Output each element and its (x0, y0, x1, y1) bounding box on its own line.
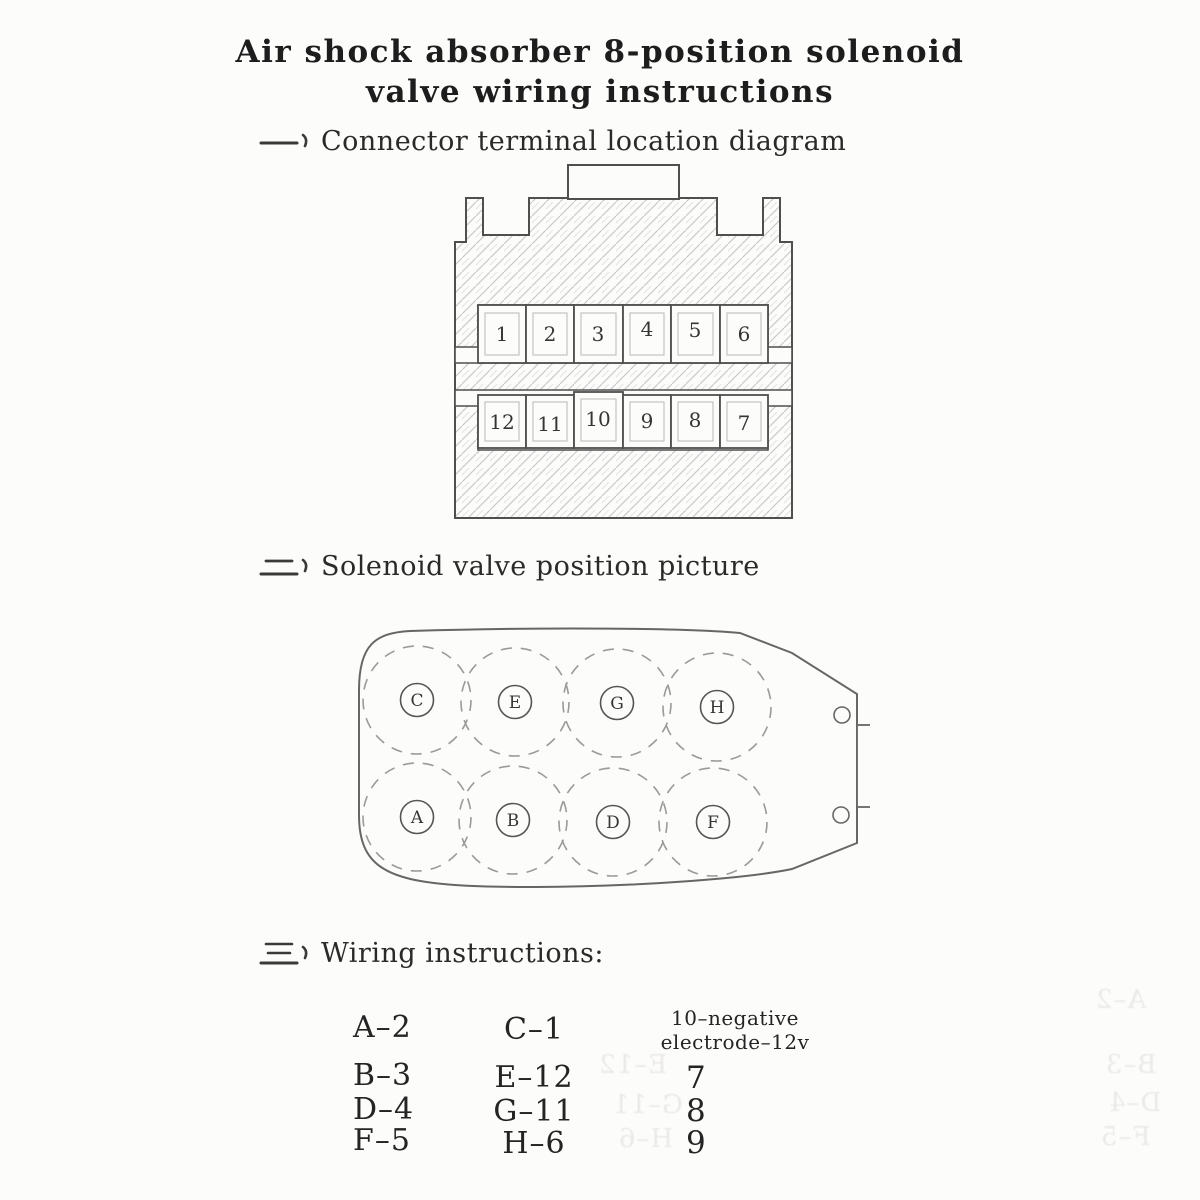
section-1-heading-label: Connector terminal location diagram (321, 126, 847, 157)
bleedthrough-text: H–6 (618, 1124, 674, 1154)
svg-text:4: 4 (640, 317, 654, 341)
wiring-negative-electrode-note (660, 1006, 810, 1054)
svg-text:D: D (606, 813, 620, 833)
document-title (0, 32, 1200, 112)
connector-terminal-12 (478, 395, 526, 448)
wiring-terminal-8: 8 (686, 1093, 707, 1129)
section-3-heading-label: Wiring instructions: (321, 937, 604, 969)
connector-terminal-9 (623, 395, 671, 448)
connector-terminal-6 (720, 305, 768, 363)
wiring-terminal-9: 9 (686, 1125, 707, 1161)
connector-terminal-4 (623, 305, 671, 363)
bleedthrough-text: B–3 (1105, 1050, 1157, 1080)
connector-terminal-3 (574, 305, 623, 363)
svg-text:12: 12 (489, 410, 515, 434)
connector-terminal-7 (720, 395, 768, 448)
connector-terminal-2 (526, 305, 574, 363)
bleedthrough-text: G–11 (612, 1090, 683, 1120)
wiring-pair-F5: F–5 (353, 1123, 411, 1158)
connector-terminal-10 (574, 392, 623, 448)
bleedthrough-text: E–12 (598, 1050, 668, 1080)
svg-text:A: A (410, 808, 424, 828)
section-3-heading (258, 937, 604, 969)
bleedthrough-text: D–4 (1108, 1088, 1162, 1118)
wiring-pair-G11: G–11 (493, 1094, 575, 1129)
section-marker-one-icon (258, 127, 312, 157)
connector-top-tab (568, 165, 679, 199)
connector-terminal-11 (526, 395, 574, 448)
bleedthrough-text: A–2 (1095, 985, 1147, 1015)
svg-text:7: 7 (737, 411, 751, 435)
wiring-terminal-7: 7 (686, 1060, 707, 1096)
svg-text:B: B (506, 811, 520, 831)
svg-text:H: H (709, 698, 725, 718)
valve-right-tab (857, 725, 870, 807)
wiring-pair-C1: C–1 (503, 1012, 565, 1047)
svg-text:2: 2 (543, 322, 557, 346)
svg-text:E: E (508, 693, 522, 713)
connector-terminal-5 (671, 305, 720, 363)
wiring-note-line2: electrode–12v (660, 1030, 810, 1054)
connector-terminal-diagram (448, 160, 798, 525)
connector-terminal-8 (671, 395, 720, 448)
svg-text:6: 6 (737, 322, 751, 346)
document-title-line1: Air shock absorber 8-position solenoid (235, 34, 965, 70)
wiring-pair-D4: D–4 (353, 1092, 415, 1127)
section-marker-three-icon (258, 937, 312, 969)
svg-text:3: 3 (591, 322, 605, 346)
document-title-line2: valve wiring instructions (365, 74, 835, 110)
svg-text:11: 11 (537, 412, 563, 436)
svg-text:10: 10 (585, 407, 611, 431)
solenoid-valve-diagram (345, 615, 870, 900)
wiring-pair-A2: A–2 (353, 1010, 412, 1045)
svg-text:8: 8 (688, 408, 702, 432)
svg-text:1: 1 (495, 322, 509, 346)
svg-text:F: F (707, 813, 719, 833)
svg-text:9: 9 (640, 409, 654, 433)
svg-text:C: C (410, 691, 424, 711)
section-marker-two-icon (258, 552, 312, 582)
svg-text:G: G (610, 694, 624, 714)
section-2-heading-label: Solenoid valve position picture (321, 551, 760, 582)
svg-text:5: 5 (688, 318, 702, 342)
valve-body (359, 629, 857, 887)
section-2-heading (258, 551, 760, 582)
bleedthrough-text: F–5 (1100, 1122, 1151, 1152)
wiring-pair-E12: E–12 (494, 1060, 574, 1095)
wiring-note-line1: 10–negative (671, 1006, 799, 1030)
wiring-pair-H6: H–6 (502, 1126, 566, 1161)
connector-terminal-1 (478, 305, 526, 363)
wiring-pair-B3: B–3 (353, 1058, 413, 1093)
section-1-heading (258, 126, 846, 157)
